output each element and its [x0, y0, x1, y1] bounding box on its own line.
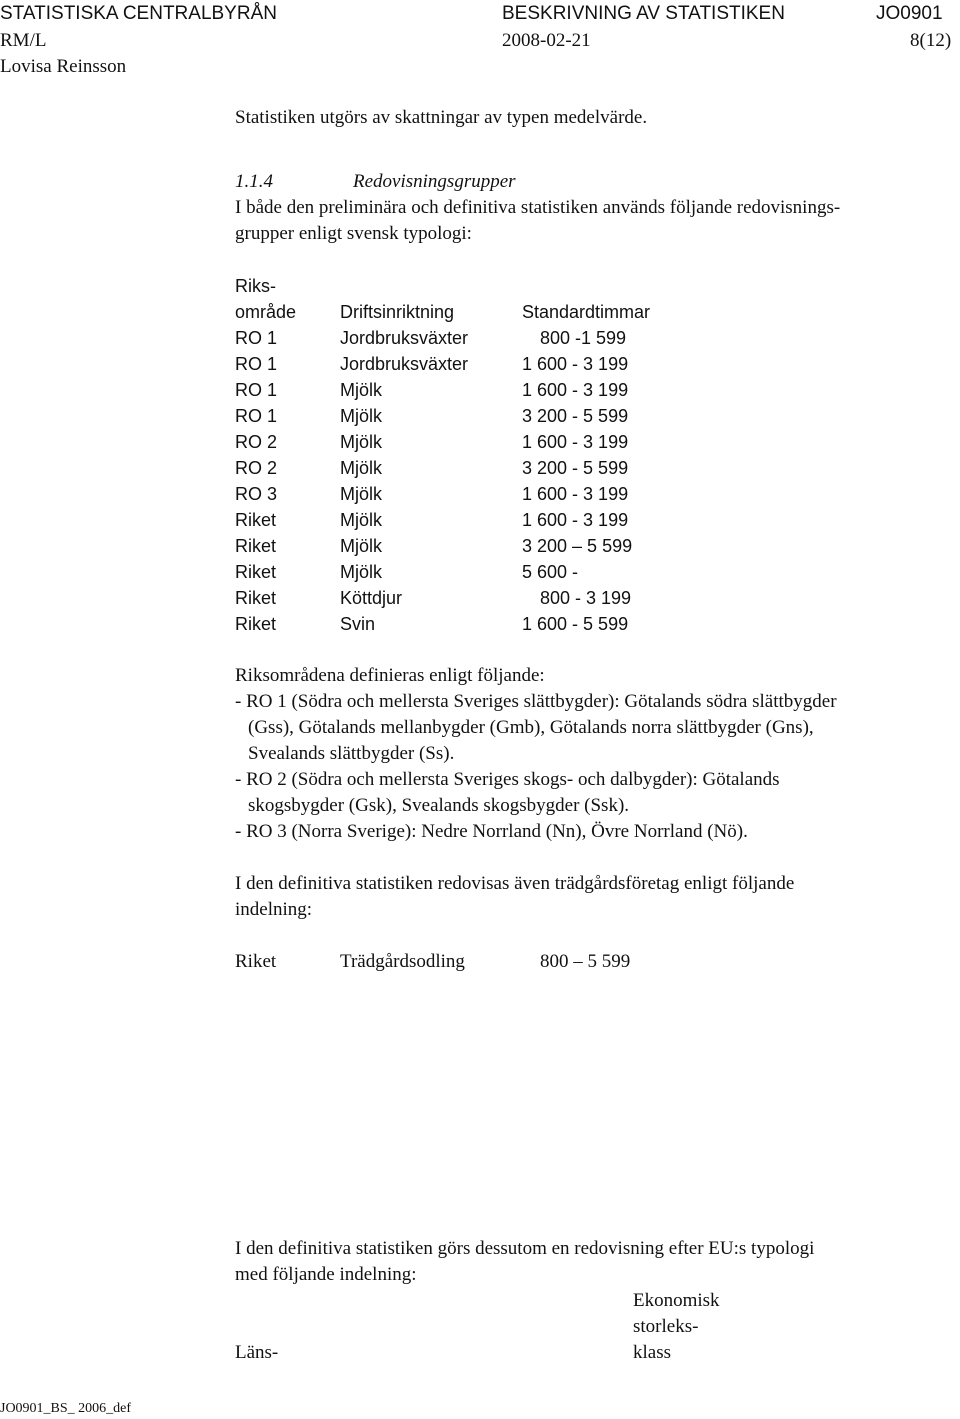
section-number: 1.1.4 — [235, 171, 273, 192]
table-row-10-hours: 5 600 - — [522, 562, 579, 582]
header-doc-type: BESKRIVNING AV STATISTIKEN — [502, 3, 785, 24]
table-row-12-type: Svin — [340, 614, 376, 634]
table-row-3-type: Mjölk — [340, 380, 383, 400]
table-header-type: Driftsinriktning — [340, 302, 455, 322]
table-row-11-area: Riket — [235, 588, 277, 608]
table-row-10-type: Mjölk — [340, 562, 383, 582]
riks-def-ro2-line-1: - RO 2 (Södra och mellersta Sveriges skogs- och dalbygder): Götalands — [235, 769, 780, 790]
section-paragraph-line-2: grupper enligt svensk typologi: — [235, 223, 472, 244]
table-row-1-hours: 800 -1 599 — [540, 328, 627, 348]
garden-row-area: Riket — [235, 951, 277, 972]
table-row-12-area: Riket — [235, 614, 277, 634]
table-row-8-area: Riket — [235, 510, 277, 530]
table-row-5-type: Mjölk — [340, 432, 383, 452]
riks-def-ro1-line-2: (Gss), Götalands mellanbygder (Gmb), Götalands norra slättbygder (Gns), — [248, 717, 814, 738]
table-header-area-line-1: Riks- — [235, 276, 276, 296]
table-row-4-type: Mjölk — [340, 406, 383, 426]
header-author: Lovisa Reinsson — [0, 56, 127, 77]
garden-row-hours: 800 – 5 599 — [540, 951, 631, 972]
table-row-1-area: RO 1 — [235, 328, 278, 348]
table-header-hours: Standardtimmar — [522, 302, 651, 322]
eu-col-right-line-3: klass — [633, 1342, 671, 1363]
table-row-11-hours: 800 - 3 199 — [540, 588, 632, 608]
section-title: Redovisningsgrupper — [353, 171, 516, 192]
table-row-5-area: RO 2 — [235, 432, 278, 452]
header-doc-code: JO0901 — [876, 3, 943, 24]
footer-file-id: JO0901_BS_ 2006_def — [0, 1401, 132, 1416]
table-row-8-type: Mjölk — [340, 510, 383, 530]
table-row-6-hours: 3 200 - 5 599 — [522, 458, 629, 478]
garden-row-type: Trädgårdsodling — [340, 951, 465, 972]
table-row-1-type: Jordbruksväxter — [340, 328, 469, 348]
table-row-5-hours: 1 600 - 3 199 — [522, 432, 629, 452]
table-row-7-area: RO 3 — [235, 484, 278, 504]
eu-paragraph-line-1: I den definitiva statistiken görs dessutom en redovisning efter EU:s typologi — [235, 1238, 815, 1259]
table-row-7-type: Mjölk — [340, 484, 383, 504]
table-header-area-line-2: område — [235, 302, 297, 322]
table-row-12-hours: 1 600 - 5 599 — [522, 614, 629, 634]
garden-paragraph-line-2: indelning: — [235, 899, 313, 920]
table-row-2-hours: 1 600 - 3 199 — [522, 354, 629, 374]
section-paragraph-line-1: I både den preliminära och definitiva statistiken används följande redovisnings- — [235, 197, 841, 218]
table-row-3-area: RO 1 — [235, 380, 278, 400]
eu-col-right-line-2: storleks- — [633, 1316, 699, 1337]
riks-def-ro1-line-3: Svealands slättbygder (Ss). — [248, 743, 455, 764]
table-row-10-area: Riket — [235, 562, 277, 582]
table-row-7-hours: 1 600 - 3 199 — [522, 484, 629, 504]
table-row-2-area: RO 1 — [235, 354, 278, 374]
header-page-number: 8(12) — [910, 30, 952, 51]
eu-col-left: Läns- — [235, 1342, 279, 1363]
table-row-6-type: Mjölk — [340, 458, 383, 478]
riks-def-ro2-line-2: skogsbygder (Gsk), Svealands skogsbygder (Ssk). — [248, 795, 630, 816]
table-row-4-hours: 3 200 - 5 599 — [522, 406, 629, 426]
eu-col-right-line-1: Ekonomisk — [633, 1290, 720, 1311]
riks-def-ro3-line-1: - RO 3 (Norra Sverige): Nedre Norrland (Nn), Övre Norrland (Nö). — [235, 821, 748, 842]
table-row-9-type: Mjölk — [340, 536, 383, 556]
eu-paragraph-line-2: med följande indelning: — [235, 1264, 417, 1285]
table-row-9-area: Riket — [235, 536, 277, 556]
garden-paragraph-line-1: I den definitiva statistiken redovisas även trädgårdsföretag enligt följande — [235, 873, 795, 894]
header-dept: RM/L — [0, 30, 47, 51]
table-row-11-type: Köttdjur — [340, 588, 403, 608]
table-row-3-hours: 1 600 - 3 199 — [522, 380, 629, 400]
header-org: STATISTISKA CENTRALBYRÅN — [0, 3, 277, 24]
riks-def-ro1-line-1: - RO 1 (Södra och mellersta Sveriges slättbygder): Götalands södra slättbygder — [235, 691, 837, 712]
table-row-2-type: Jordbruksväxter — [340, 354, 469, 374]
table-row-6-area: RO 2 — [235, 458, 278, 478]
header-date: 2008-02-21 — [502, 30, 591, 51]
intro-line: Statistiken utgörs av skattningar av typen medelvärde. — [235, 107, 648, 128]
riks-def-heading: Riksområdena definieras enligt följande: — [235, 665, 545, 686]
table-row-4-area: RO 1 — [235, 406, 278, 426]
table-row-8-hours: 1 600 - 3 199 — [522, 510, 629, 530]
table-row-9-hours: 3 200 – 5 599 — [522, 536, 633, 556]
